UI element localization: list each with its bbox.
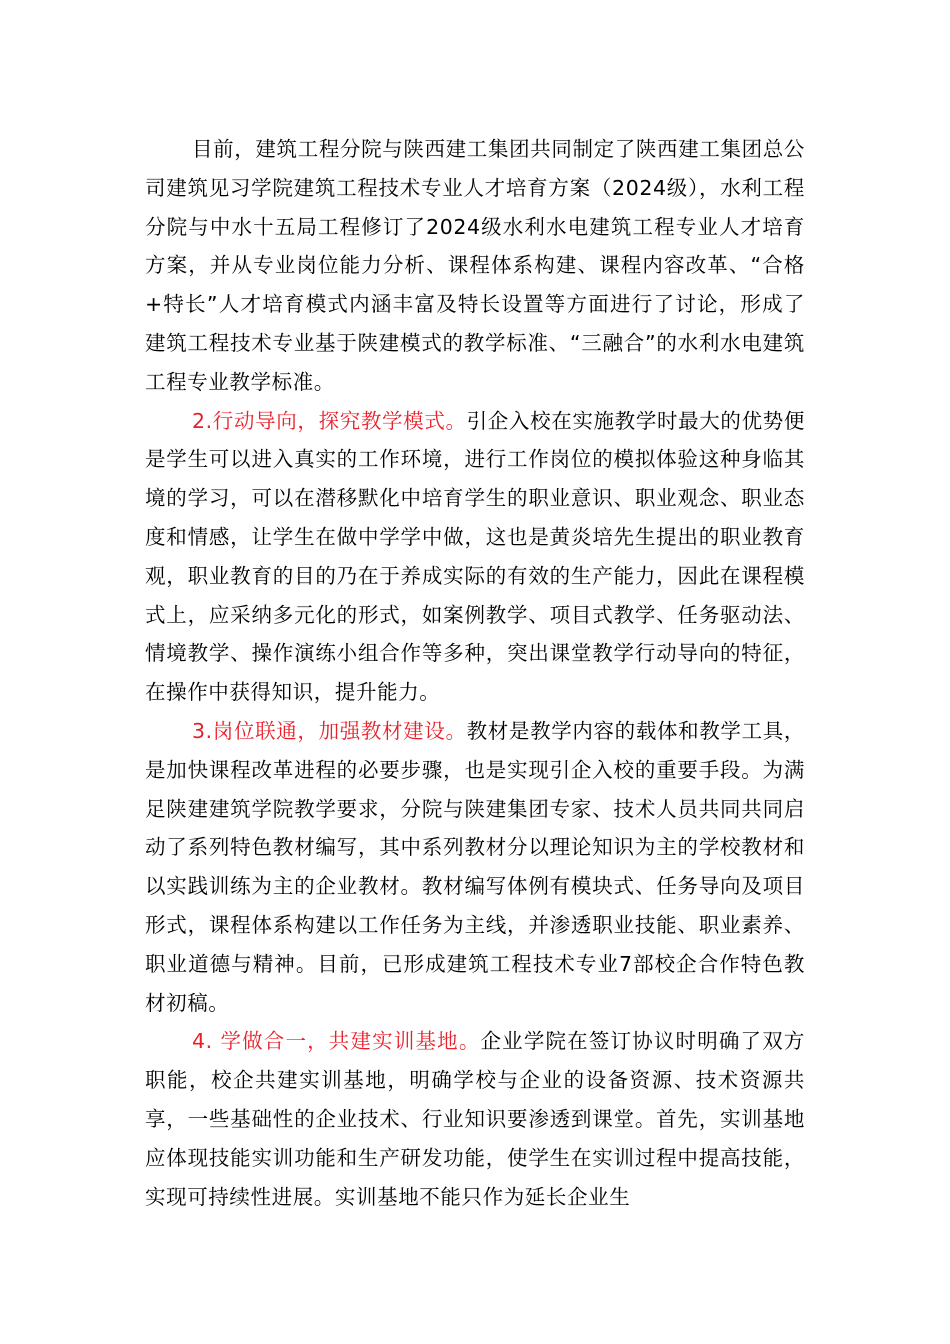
- paragraph-2-body: 引企入校在实施教学时最大的优势便是学生可以进入真实的工作环境，进行工作岗位的模拟体验这种身临其境的学习，可以在潜移默化中培育学生的职业意识、职业观念、职业态度和情感，让学生在做中学学中做，这也是黄炎培先生提出的职业教育观，职业教育的目的乃在于养成实际的有效的生产能力，因此在课程模式上，应采纳多元化的形式，如案例教学、项目式教学、任务驱动法、情境教学、操作演练小组合作等多种，突出课堂教学行动导向的特征，在操作中获得知识，提升能力。: [145, 408, 805, 705]
- paragraph-1: [145, 130, 805, 402]
- paragraph-3: [145, 712, 805, 1022]
- paragraph-2-heading: 2.行动导向，探究教学模式。: [192, 408, 467, 433]
- document-page: [145, 130, 805, 1216]
- paragraph-4-heading: 4. 学做合一，共建实训基地。: [192, 1029, 481, 1054]
- paragraph-4-body: 企业学院在签订协议时明确了双方职能，校企共建实训基地，明确学校与企业的设备资源、技术资源共享，一些基础性的企业技术、行业知识要渗透到课堂。首先，实训基地应体现技能实训功能和生产研发功能，使学生在实训过程中提高技能，实现可持续性进展。实训基地不能只作为延长企业生: [145, 1029, 805, 1209]
- paragraph-2: [145, 402, 805, 712]
- paragraph-1-body: 目前，建筑工程分院与陕西建工集团共同制定了陕西建工集团总公司建筑见习学院建筑工程技术专业人才培育方案（2024级），水利工程分院与中水十五局工程修订了2024级水利水电建筑工程专业人才培育方案，并从专业岗位能力分析、课程体系构建、课程内容改革、“合格+特长”人才培育模式内涵丰富及特长设置等方面进行了讨论，形成了建筑工程技术专业基于陕建模式的教学标准、“三融合”的水利水电建筑工程专业教学标准。: [145, 137, 805, 394]
- paragraph-3-heading: 3.岗位联通，加强教材建设。: [192, 718, 467, 743]
- paragraph-3-body: 教材是教学内容的载体和教学工具，是加快课程改革进程的必要步骤，也是实现引企入校的重要手段。为满足陕建建筑学院教学要求，分院与陕建集团专家、技术人员共同共同启动了系列特色教材编写，其中系列教材分以理论知识为主的学校教材和以实践训练为主的企业教材。教材编写体例有模块式、任务导向及项目形式，课程体系构建以工作任务为主线，并渗透职业技能、职业素养、职业道德与精神。目前，已形成建筑工程技术专业7部校企合作特色教材初稿。: [145, 718, 805, 1015]
- paragraph-4: [145, 1022, 805, 1216]
